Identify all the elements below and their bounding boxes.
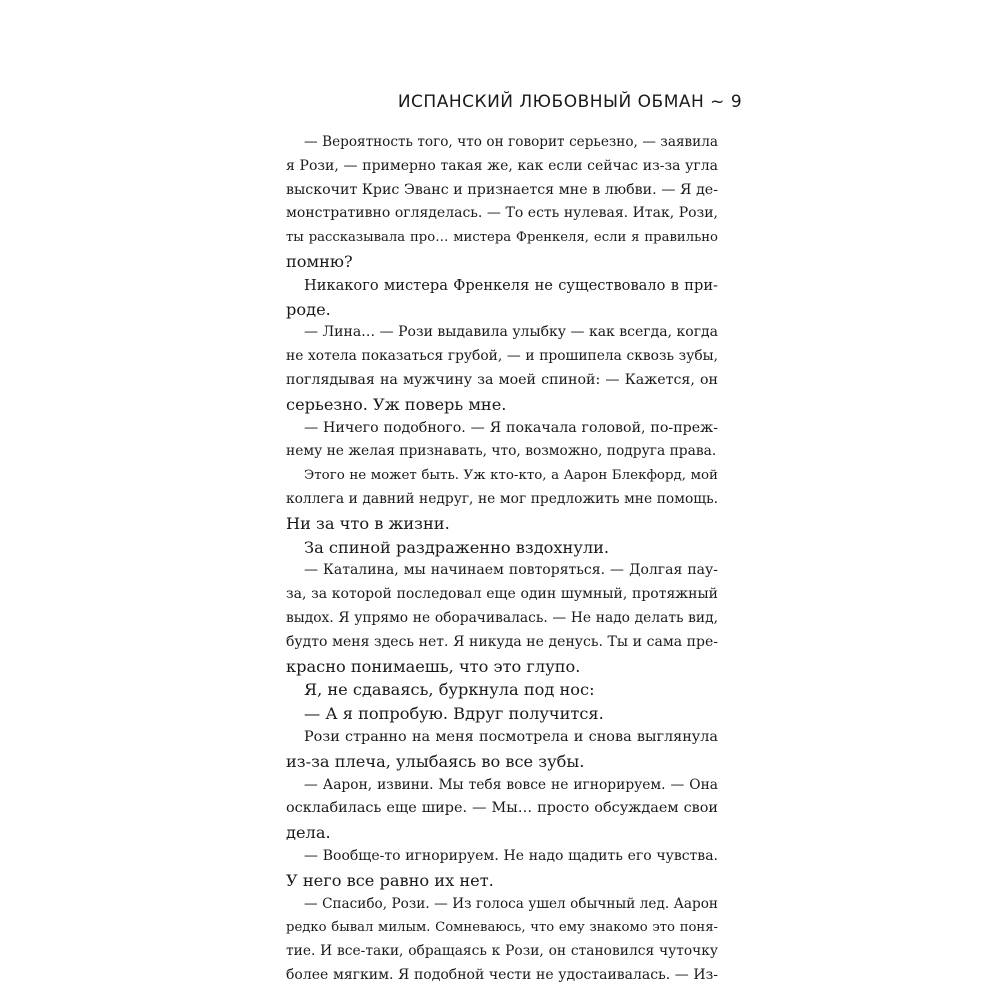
text-line: Рози странно на меня посмотрела и снова выглянула	[304, 728, 718, 745]
text-line: — Лина… — Рози выдавила улыбку — как всегда, когда	[304, 324, 718, 341]
text-line: Этого не может быть. Уж кто-кто, а Аарон Блекфорд, мой	[304, 468, 718, 484]
text-line: серьезно. Уж поверь мне.	[286, 394, 507, 414]
text-line: Никакого мистера Френкеля не существовало в при-	[304, 276, 718, 294]
text-line: редко бывал милым. Сомневаюсь, что ему знакомо это поня-	[286, 920, 718, 936]
text-line: роде.	[286, 299, 331, 319]
text-line: — Ничего подобного. — Я покачала головой, по-преж-	[304, 419, 718, 436]
text-line: Я, не сдаваясь, буркнула под нос:	[304, 680, 595, 700]
text-line: из-за плеча, улыбаясь во все зубы.	[286, 751, 585, 771]
text-line: — Каталина, мы начинаем повторяться. — Долгая пау-	[304, 562, 718, 579]
text-line: коллега и давний недруг, не мог предложить мне помощь.	[286, 490, 718, 507]
text-line: поглядывая на мужчину за моей спиной: — Кажется, он	[286, 371, 718, 388]
text-line: тие. И все-таки, обращаясь к Рози, он становился чуточку	[286, 943, 718, 960]
body-text	[286, 131, 718, 988]
text-line: осклабилась еще шире. — Мы… просто обсуждаем свои	[286, 800, 718, 817]
text-line: выдох. Я упрямо не оборачивалась. — Не надо делать вид,	[286, 609, 718, 626]
text-line: Ни за что в жизни.	[286, 513, 450, 533]
text-line: ты рассказывала про… мистера Френкеля, если я правильно	[286, 230, 718, 246]
text-line: помню?	[286, 251, 353, 271]
text-line: У него все равно их нет.	[286, 870, 494, 890]
text-line: будто меня здесь нет. Я никуда не денусь. Ты и сама пре-	[286, 633, 718, 650]
text-line: дела.	[286, 823, 331, 843]
text-line: я Рози, — примерно такая же, как если сейчас из-за угла	[286, 157, 718, 174]
text-line: более мягким. Я подобной чести не удостаивалась. — Из-	[286, 966, 718, 983]
text-line: не хотела показаться грубой, — и прошипела сквозь зубы,	[286, 348, 718, 365]
text-line: нему не желая признавать, что, возможно, подруга права.	[286, 443, 717, 460]
text-line: выскочит Крис Эванс и признается мне в любви. — Я де-	[286, 181, 718, 198]
text-line: — Вообще-то игнорируем. Не надо щадить его чувства.	[304, 847, 718, 864]
text-line: — А я попробую. Вдруг получится.	[304, 704, 604, 724]
text-line: — Вероятность того, что он говорит серьезно, — заявила	[304, 134, 718, 150]
text-line: красно понимаешь, что это глупо.	[286, 656, 581, 676]
text-line: за, за которой последовал еще один шумный, протяжный	[286, 586, 718, 603]
text-line: — Спасибо, Рози. — Из голоса ушел обычный лед. Аарон	[304, 895, 718, 912]
text-line: — Аарон, извини. Мы тебя вовсе не игнорируем. — Она	[304, 776, 718, 793]
text-line: монстративно огляделась. — То есть нулевая. Итак, Рози,	[286, 205, 718, 222]
running-head: ИСПАНСКИЙ ЛЮБОВНЫЙ ОБМАН ~ 9	[397, 92, 743, 112]
text-line: За спиной раздраженно вздохнули.	[304, 537, 610, 557]
